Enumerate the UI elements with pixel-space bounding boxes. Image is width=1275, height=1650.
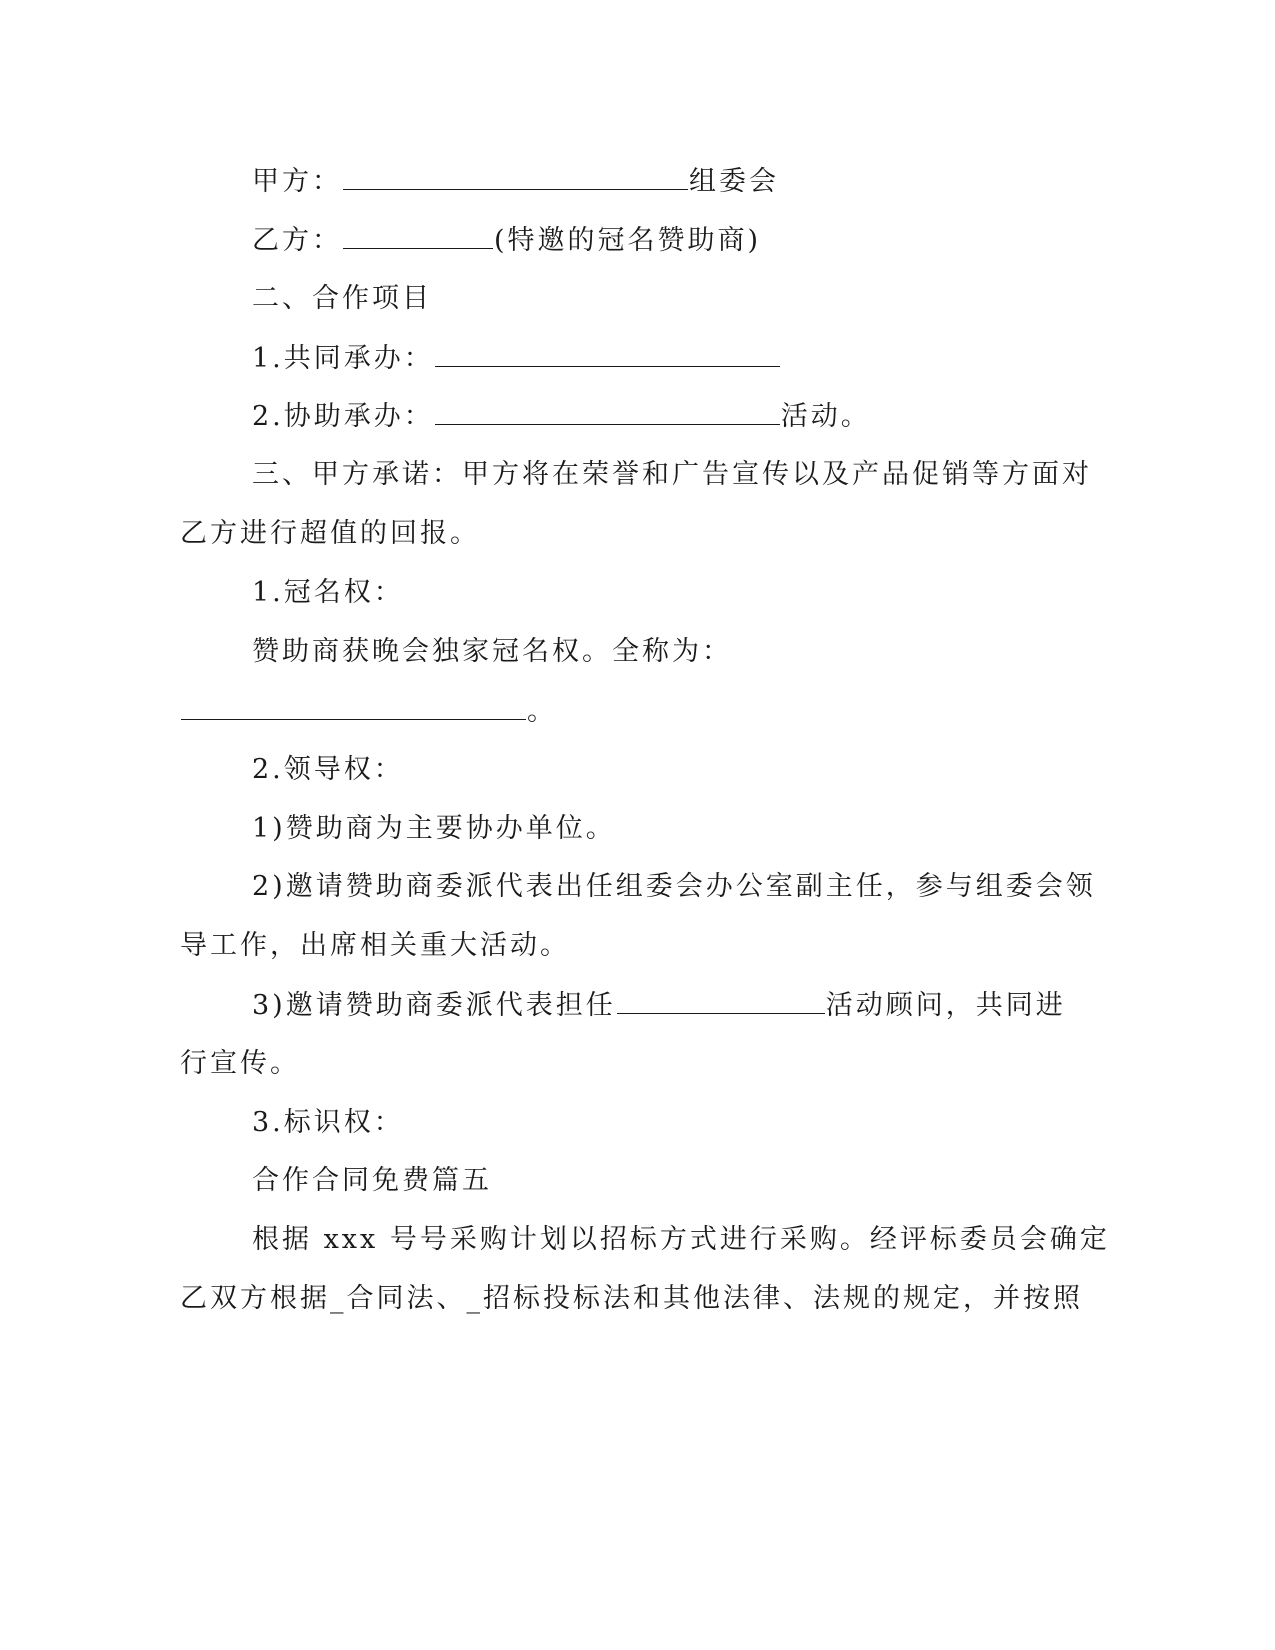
- party-a-label: 甲方：: [252, 166, 342, 197]
- contract-title: 合作合同免费篇五: [252, 1165, 492, 1196]
- leadership-item3-prefix: 3)邀请赞助商委派代表担任: [252, 990, 616, 1021]
- leadership-item1: 1)赞助商为主要协办单位。: [252, 813, 616, 844]
- item1-blank: [435, 340, 780, 367]
- party-b-label: 乙方：: [252, 225, 342, 256]
- party-b-line: [0, 222, 1275, 259]
- naming-blank-line: [0, 693, 1275, 730]
- naming-heading: 1.冠名权：: [252, 577, 404, 608]
- party-a-suffix: 组委会: [689, 166, 779, 197]
- leadership-item3-suffix: 活动顾问，共同进: [825, 990, 1066, 1021]
- procurement-line2: 乙双方根据_合同法、_招标投标法和其他法律、法规的规定，并按照: [180, 1283, 1083, 1314]
- party-a-blank: [343, 163, 688, 190]
- party-b-suffix: (特邀的冠名赞助商): [494, 225, 762, 256]
- item2-suffix: 活动。: [780, 401, 871, 432]
- section3-line1: 三、甲方承诺：甲方将在荣誉和广告宣传以及产品促销等方面对: [252, 459, 1092, 490]
- leadership-item3-line1: [0, 987, 1275, 1024]
- leadership-heading: 2.领导权：: [252, 754, 404, 785]
- section3-line2: 乙方进行超值的回报。: [180, 518, 480, 549]
- naming-blank: [181, 693, 526, 720]
- item1-line: [0, 340, 1275, 377]
- leadership-item2-line2: 导工作，出席相关重大活动。: [180, 930, 570, 961]
- item2-label: 2.协助承办：: [252, 401, 434, 432]
- leadership-item3-line2: 行宣传。: [180, 1048, 300, 1079]
- naming-text: 赞助商获晚会独家冠名权。全称为：: [252, 636, 732, 667]
- item1-label: 1.共同承办：: [252, 343, 434, 374]
- party-b-blank: [343, 222, 493, 249]
- procurement-line1: 根据 xxx 号号采购计划以招标方式进行采购。经评标委员会确定: [252, 1224, 1110, 1255]
- leadership-item2-line1: 2)邀请赞助商委派代表出任组委会办公室副主任，参与组委会领: [252, 871, 1096, 902]
- logo-heading: 3.标识权：: [252, 1107, 404, 1138]
- item2-blank: [435, 398, 780, 425]
- section2-heading: 二、合作项目: [252, 283, 432, 314]
- naming-suffix: 。: [527, 696, 557, 727]
- leadership-item3-blank: [617, 987, 825, 1014]
- party-a-line: [0, 163, 1275, 200]
- item2-line: [0, 398, 1275, 435]
